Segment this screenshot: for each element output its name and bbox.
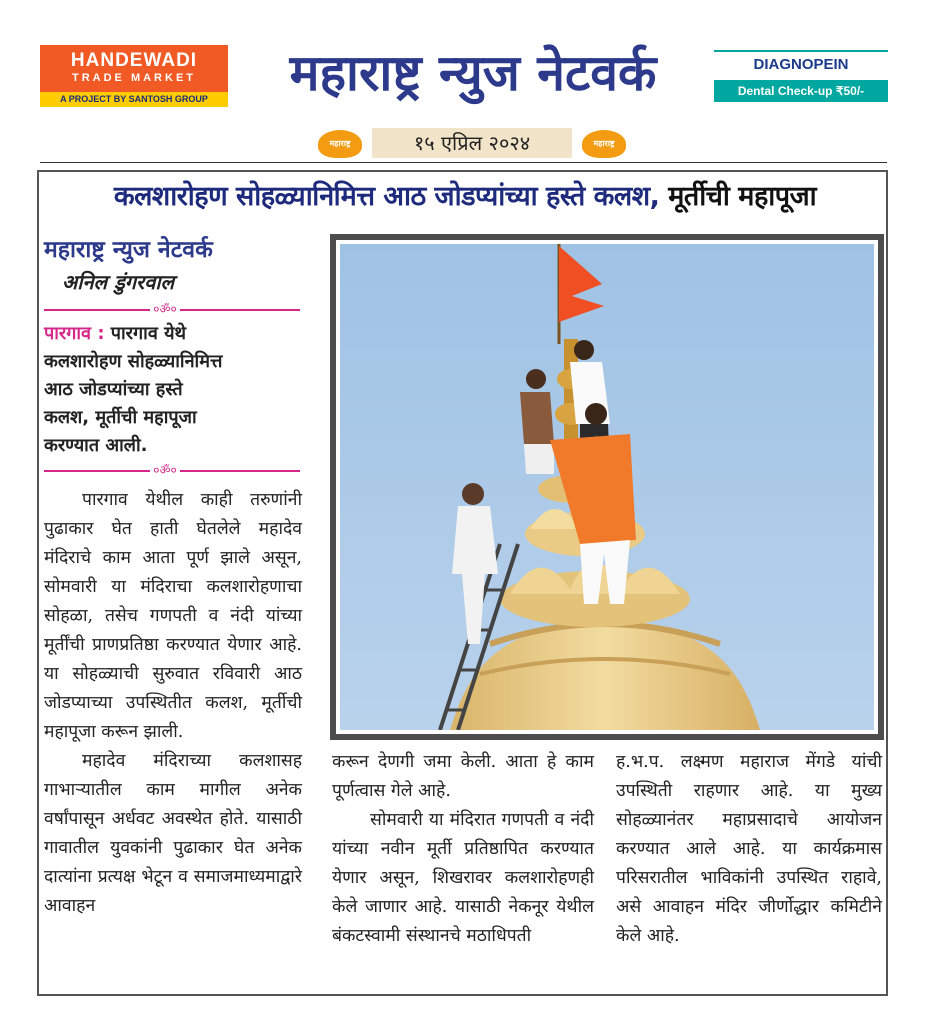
temple-kalash-photo[interactable] <box>340 244 874 730</box>
ad-offer: Dental Check-up ₹50/- <box>714 80 888 102</box>
ad-tagline: A PROJECT BY SANTOSH GROUP <box>40 92 228 107</box>
headline-main: कलशारोहण सोहळ्यानिमित्त आठ जोडप्यांच्या हस्ते कलश, <box>113 181 660 212</box>
byline-author: अनिल डुंगरवाल <box>62 270 175 294</box>
edition-date: १५ एप्रिल २०२४ <box>372 128 572 158</box>
column-1 <box>44 486 302 921</box>
lead-paragraph <box>44 320 302 460</box>
mini-logo-left: महाराष्ट्र <box>318 130 362 158</box>
body-paragraph: महादेव मंदिराच्या कलशासह गाभाऱ्यातील काम मागील अनेक वर्षांपासून अर्धवट अवस्थेत होते. यासाठी गावातील युवकांनी पुढाकार घेत अनेक दात्यांना प्रत्यक्ष भेटून व समाजमाध्यमाद्वारे आवाहन <box>44 751 302 916</box>
column-2 <box>332 748 594 951</box>
body-paragraph: पारगाव येथील काही तरुणांनी पुढाकार घेत हाती घेतलेले महादेव मंदिराचे काम आता पूर्ण झाले असून, सोमवारी या मंदिराचा कलशारोहणाचा सोहळा, तसेच गणपती व नंदी यांच्या मूर्तींची प्राणप्रतिष्ठा करण्यात येणार आहे. या सोहळ्याची सुरुवात रविवारी आठ जोडप्याच्या उपस्थितीत कलश, मूर्तीची महापूजा करून झाली. <box>44 490 302 742</box>
ad-brand-name: HANDEWADI <box>70 50 198 71</box>
column-3 <box>616 748 882 951</box>
divider-ornament: ०ॐ० <box>150 463 180 477</box>
byline-source: महाराष्ट्र न्युज नेटवर्क <box>44 237 213 263</box>
divider-ornament: ०ॐ० <box>150 302 180 316</box>
article-headline <box>45 174 885 220</box>
lead-line: आठ जोडप्यांच्या हस्ते <box>44 379 183 400</box>
handewadi-ad[interactable] <box>40 45 228 107</box>
body-paragraph: सोमवारी या मंदिरात गणपती व नंदी यांच्या नवीन मूर्ती प्रतिष्ठापित करण्यात येणार असून, शिखरावर कलशारोहणही केले जाणार आहे. यासाठी नेकनूर येथील बंकटस्वामी संस्थानचे मठाधिपती <box>332 810 594 946</box>
lead-line: पारगाव येथे <box>104 323 187 344</box>
masthead-rule <box>40 162 887 163</box>
lead-line: कलश, मूर्तीची महापूजा <box>44 407 197 428</box>
lead-line: करण्यात आली. <box>44 435 148 456</box>
body-paragraph: ह.भ.प. लक्ष्मण महाराज मेंगडे यांची उपस्थिती राहणार आहे. या मुख्य सोहळ्यानंतर महाप्रसादाचे आयोजन करण्यात आले आहे. या कार्यक्रमास परिसरातील भाविकांनी उपस्थित राहावे, असे आवाहन मंदिर जीर्णोद्धार कमिटीने केले आहे. <box>616 752 882 946</box>
lead-line: कलशारोहण सोहळ्यानिमित्त <box>44 351 223 372</box>
lead-place: पारगाव : <box>44 323 105 344</box>
ad-brand-sub: TRADE MARKET <box>72 72 196 84</box>
newspaper-title: महाराष्ट्र न्युज नेटवर्क <box>289 44 657 102</box>
mini-logo-right: महाराष्ट्र <box>582 130 626 158</box>
headline-emphasis: मूर्तीची महापूजा <box>659 181 817 212</box>
ad-brand-name: DIAGNOPEIN <box>714 50 888 80</box>
body-paragraph: करून देणगी जमा केली. आता हे काम पूर्णत्वास गेले आहे. <box>332 752 594 801</box>
diagnopein-ad[interactable] <box>714 50 888 104</box>
